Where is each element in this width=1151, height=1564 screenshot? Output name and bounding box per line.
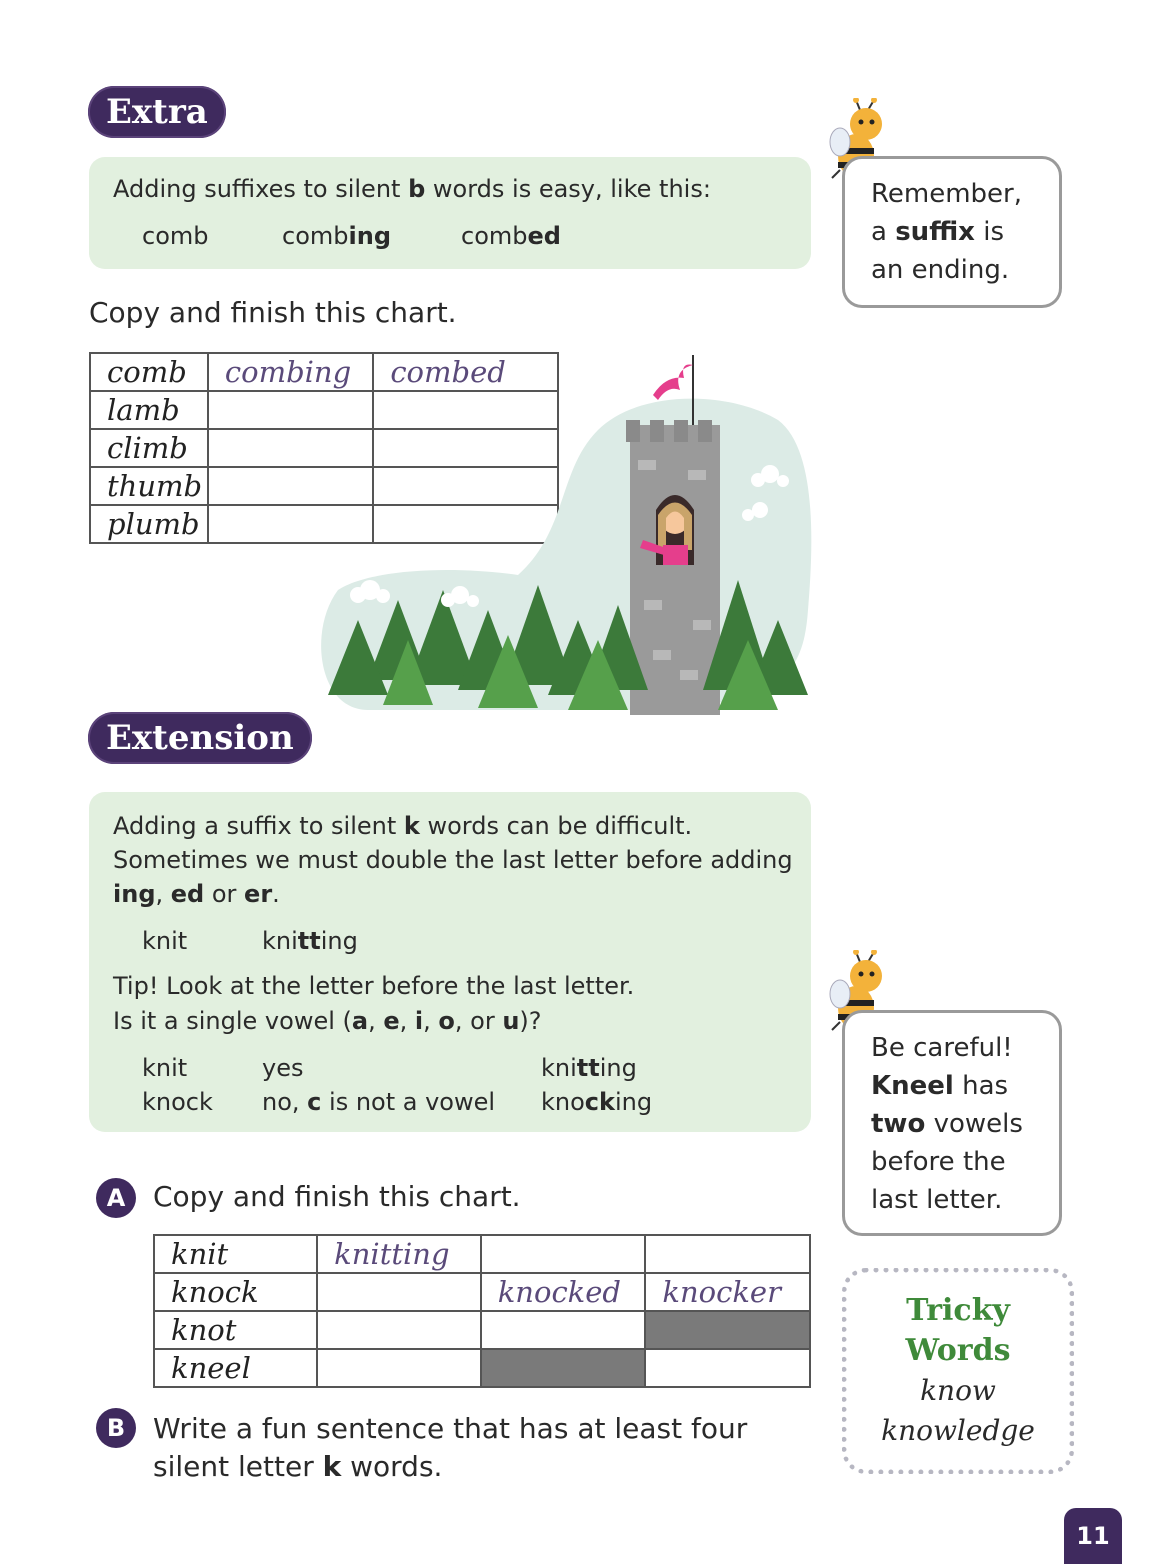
bee-tip-line: Remember, <box>871 179 1022 209</box>
table-cell <box>645 1349 810 1387</box>
tower-illustration <box>308 350 818 720</box>
extension-example-result: knitting <box>262 927 358 955</box>
extension-info-box <box>89 792 811 1132</box>
extra-intro-text: Adding suffixes to silent <box>113 175 409 203</box>
extension-row-result: knocking <box>541 1088 653 1116</box>
table-cell <box>317 1311 481 1349</box>
bee-tip-line: Kneel has <box>871 1071 1009 1101</box>
table-cell: knitting <box>317 1235 481 1273</box>
extension-line: ing, ed or er. <box>113 880 280 908</box>
table-cell: knit <box>154 1235 317 1273</box>
task-b-badge: B <box>96 1408 136 1448</box>
table-cell: knocker <box>645 1273 810 1311</box>
tricky-title-line: Tricky <box>906 1293 1010 1328</box>
task-b-instruction <box>153 1410 747 1486</box>
extension-row-answer: yes <box>262 1054 304 1082</box>
extension-row-result: knitting <box>541 1054 637 1082</box>
table-cell: lamb <box>90 391 208 429</box>
table-cell <box>645 1235 810 1273</box>
page-number: 11 <box>1064 1508 1122 1564</box>
table-cell-shaded <box>645 1311 810 1349</box>
table-cell: knot <box>154 1311 317 1349</box>
bee-tip-line: an ending. <box>871 255 1010 285</box>
bee-tip-line: last letter. <box>871 1185 1003 1215</box>
tricky-title-line: Words <box>905 1333 1011 1368</box>
bee-warning-box <box>842 1010 1062 1236</box>
extra-example-2: combing <box>282 222 391 250</box>
table-cell <box>481 1235 646 1273</box>
tricky-words-title <box>847 1291 1069 1371</box>
task-a-badge: A <box>96 1178 136 1218</box>
extra-example-3: combed <box>461 222 561 250</box>
table-cell: combing <box>208 353 373 391</box>
extension-row-word: knock <box>142 1088 213 1116</box>
table-row <box>154 1235 810 1273</box>
extension-row-answer: no, c is not a vowel <box>262 1088 496 1116</box>
task-b-line: silent letter k words. <box>153 1450 443 1483</box>
extra-instruction: Copy and finish this chart. <box>89 296 457 329</box>
table-cell <box>317 1273 481 1311</box>
table-cell: combed <box>373 353 558 391</box>
table-cell: plumb <box>90 505 208 543</box>
table-cell: comb <box>90 353 208 391</box>
tricky-word: know <box>920 1374 996 1407</box>
extra-intro-bold: b <box>408 175 426 203</box>
extension-tip: Tip! Look at the letter before the last letter. <box>113 972 635 1000</box>
table-cell: knocked <box>481 1273 646 1311</box>
table-cell <box>317 1349 481 1387</box>
task-a-instruction: Copy and finish this chart. <box>153 1180 521 1213</box>
table-row <box>154 1273 810 1311</box>
bee-tip-line: a suffix is <box>871 217 1005 247</box>
extension-line: Adding a suffix to silent k words can be difficult. <box>113 812 693 840</box>
tricky-words-list <box>847 1371 1069 1451</box>
bee-tip-line: two vowels <box>871 1109 1023 1139</box>
table-cell: kneel <box>154 1349 317 1387</box>
table-cell-shaded <box>481 1349 646 1387</box>
task-b-line: Write a fun sentence that has at least four <box>153 1412 748 1445</box>
tricky-words-box <box>842 1268 1074 1474</box>
table-row <box>154 1311 810 1349</box>
bee-tip-line: Be careful! <box>871 1033 1013 1063</box>
table-row <box>154 1349 810 1387</box>
task-a-chart <box>153 1234 811 1388</box>
extra-intro-text-end: words is easy, like this: <box>425 175 711 203</box>
table-cell: thumb <box>90 467 208 505</box>
extension-line: Sometimes we must double the last letter before adding <box>113 846 793 874</box>
extra-heading: Extra <box>88 86 226 138</box>
table-cell <box>481 1311 646 1349</box>
bee-tip-box <box>842 156 1062 308</box>
extra-example-1: comb <box>142 222 209 250</box>
extension-tip: Is it a single vowel (a, e, i, o, or u)? <box>113 1007 542 1035</box>
table-cell: climb <box>90 429 208 467</box>
bee-tip-line: before the <box>871 1147 1006 1177</box>
extra-intro <box>113 175 711 203</box>
extension-row-word: knit <box>142 1054 188 1082</box>
table-cell: knock <box>154 1273 317 1311</box>
tricky-word: knowledge <box>881 1414 1035 1447</box>
extra-info-box <box>89 157 811 269</box>
extension-heading: Extension <box>88 712 312 764</box>
extension-example-base: knit <box>142 927 188 955</box>
